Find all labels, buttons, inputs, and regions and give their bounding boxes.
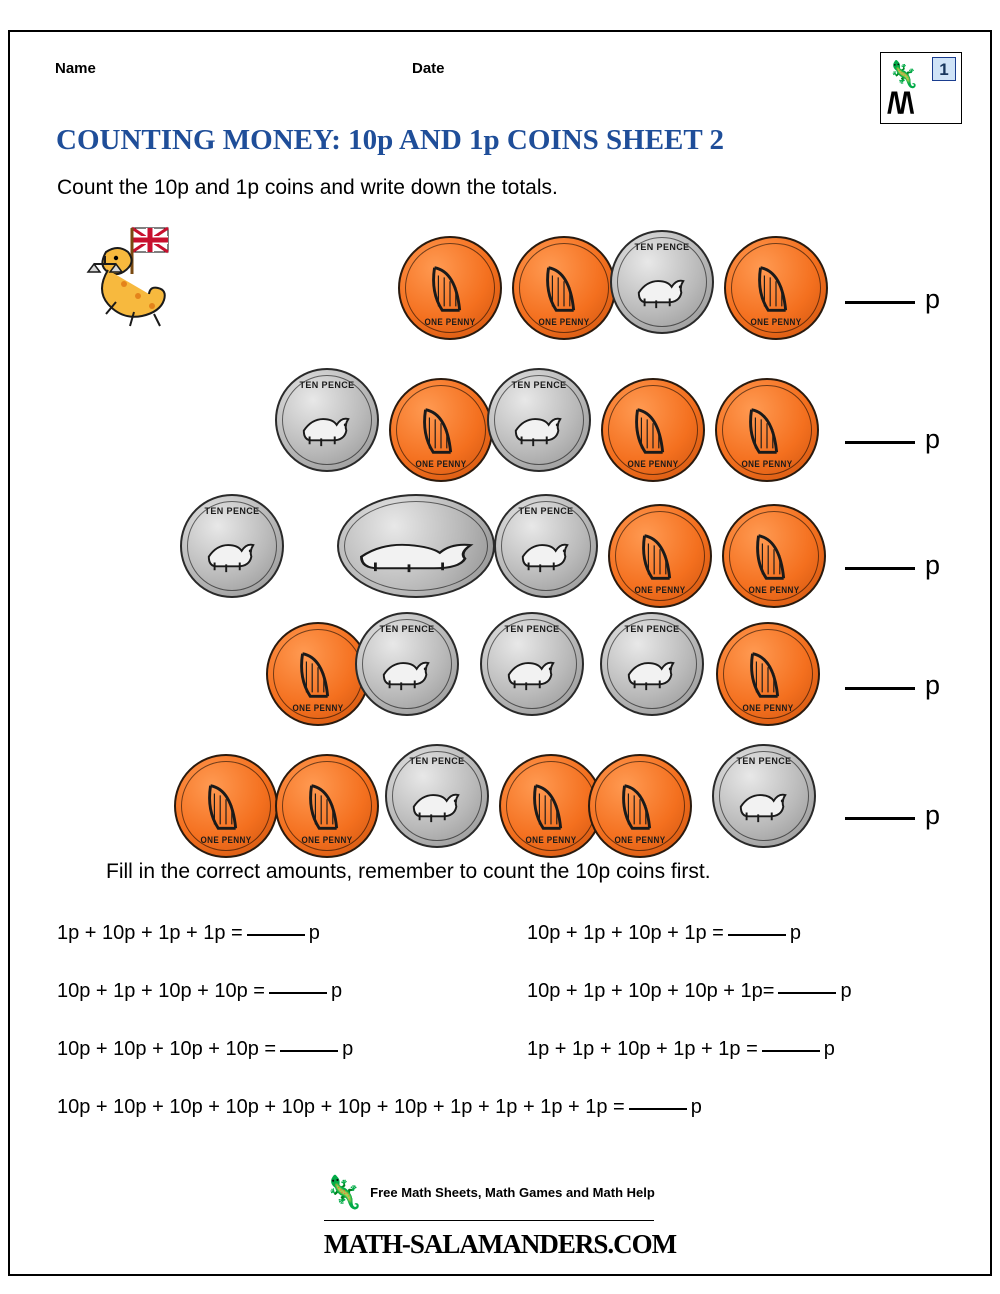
lion-emblem-icon	[371, 636, 443, 694]
coin-legend: ONE PENNY	[741, 459, 793, 469]
salamander-logo-icon: 🦎	[323, 1174, 364, 1210]
coin-1p	[174, 754, 278, 858]
coin-1p	[722, 504, 826, 608]
equation-1[interactable]	[57, 922, 320, 945]
answer-line[interactable]	[778, 992, 836, 994]
equation-text: 10p + 1p + 10p + 10p + 1p=	[527, 980, 775, 1002]
harp-emblem-icon	[732, 646, 804, 704]
answer-blank-row-5[interactable]	[845, 800, 940, 831]
answer-blank-row-3[interactable]	[845, 550, 940, 581]
coin-legend: TEN PENCE	[634, 242, 690, 252]
equation-text: 10p + 1p + 10p + 10p =	[57, 980, 265, 1002]
harp-emblem-icon	[624, 528, 696, 586]
unit-label: p	[925, 670, 941, 700]
coin-legend: ONE PENNY	[627, 459, 679, 469]
footer	[0, 1173, 1000, 1260]
unit-label: p	[308, 922, 320, 944]
coin-10p	[712, 744, 816, 848]
coin-legend: ONE PENNY	[750, 317, 802, 327]
coin-10p	[355, 612, 459, 716]
unit-label: p	[925, 800, 941, 830]
lion-emblem-icon	[626, 254, 698, 312]
lion-emblem-icon	[291, 392, 363, 450]
lion-emblem-icon	[401, 768, 473, 826]
subtitle-instruction: Count the 10p and 1p coins and write down the totals.	[57, 176, 558, 199]
answer-line[interactable]	[845, 567, 915, 570]
coin-10p	[180, 494, 284, 598]
answer-blank-row-1[interactable]	[845, 284, 940, 315]
unit-label: p	[925, 550, 941, 580]
footer-rule	[324, 1220, 654, 1221]
answer-line[interactable]	[269, 992, 327, 994]
instruction-secondary: Fill in the correct amounts, remember to count the 10p coins first.	[106, 860, 711, 883]
name-label: Name	[55, 60, 96, 77]
page-title: COUNTING MONEY: 10p AND 1p COINS SHEET 2	[56, 124, 724, 156]
harp-emblem-icon	[291, 778, 363, 836]
equation-text: 10p + 1p + 10p + 1p =	[527, 922, 724, 944]
coin-1p	[608, 504, 712, 608]
answer-line[interactable]	[629, 1108, 687, 1110]
coin-legend: ONE PENNY	[634, 585, 686, 595]
lion-emblem-icon	[510, 518, 582, 576]
harp-emblem-icon	[738, 528, 810, 586]
answer-blank-row-2[interactable]	[845, 424, 940, 455]
coin-1p	[266, 622, 370, 726]
coin-legend: ONE PENNY	[200, 835, 252, 845]
coin-10p	[337, 494, 495, 598]
answer-line[interactable]	[728, 934, 786, 936]
equation-text: 10p + 10p + 10p + 10p =	[57, 1038, 277, 1060]
unit-label: p	[925, 424, 941, 454]
coin-legend: TEN PENCE	[299, 380, 355, 390]
answer-line[interactable]	[280, 1050, 338, 1052]
unit-label: p	[789, 922, 801, 944]
coin-1p	[512, 236, 616, 340]
coin-1p	[716, 622, 820, 726]
unit-label: p	[925, 284, 941, 314]
coin-1p	[601, 378, 705, 482]
harp-emblem-icon	[617, 402, 689, 460]
coin-legend: ONE PENNY	[415, 459, 467, 469]
harp-emblem-icon	[604, 778, 676, 836]
coin-legend: ONE PENNY	[424, 317, 476, 327]
coin-10p	[275, 368, 379, 472]
coin-legend: TEN PENCE	[736, 756, 792, 766]
coin-10p	[600, 612, 704, 716]
coin-legend: TEN PENCE	[518, 506, 574, 516]
equation-6[interactable]	[527, 1038, 835, 1061]
footer-tagline: Free Math Sheets, Math Games and Math Help	[370, 1185, 655, 1200]
coin-legend: TEN PENCE	[624, 624, 680, 634]
coin-legend: ONE PENNY	[292, 703, 344, 713]
lion-emblem-icon	[196, 518, 268, 576]
harp-emblem-icon	[414, 260, 486, 318]
equation-3[interactable]	[57, 980, 342, 1003]
coin-legend: ONE PENNY	[748, 585, 800, 595]
equation-7[interactable]	[57, 1096, 702, 1119]
unit-label: p	[823, 1038, 835, 1060]
salamander-with-union-jack-flag-icon	[72, 222, 182, 342]
equation-4[interactable]	[527, 980, 852, 1003]
coin-10p	[480, 612, 584, 716]
harp-emblem-icon	[515, 778, 587, 836]
answer-line[interactable]	[845, 301, 915, 304]
coin-legend: TEN PENCE	[409, 756, 465, 766]
unit-label: p	[330, 980, 343, 1002]
coin-10p	[610, 230, 714, 334]
lion-emblem-icon	[616, 636, 688, 694]
coin-1p	[715, 378, 819, 482]
coin-legend: ONE PENNY	[538, 317, 590, 327]
unit-label: p	[342, 1038, 354, 1060]
harp-emblem-icon	[731, 402, 803, 460]
answer-line[interactable]	[845, 817, 915, 820]
unit-label: p	[690, 1096, 702, 1118]
coin-legend: ONE PENNY	[301, 835, 353, 845]
footer-site: MATH-SALAMANDERS.COM	[323, 1229, 677, 1259]
coin-legend: ONE PENNY	[614, 835, 666, 845]
equation-text: 10p + 10p + 10p + 10p + 10p + 10p + 10p + 1p + 1p + 1p + 1p =	[57, 1096, 625, 1118]
coin-1p	[389, 378, 493, 482]
coin-legend: ONE PENNY	[742, 703, 794, 713]
lion-emblem-icon	[496, 636, 568, 694]
date-label: Date	[412, 60, 445, 77]
harp-emblem-icon	[405, 402, 477, 460]
answer-line[interactable]	[762, 1050, 820, 1052]
coin-10p	[494, 494, 598, 598]
unit-label: p	[840, 980, 852, 1002]
level-badge: 1	[932, 57, 956, 81]
header-logo	[880, 52, 962, 124]
lion-emblem-icon	[353, 518, 479, 576]
coin-legend: TEN PENCE	[379, 624, 435, 634]
answer-blank-row-4[interactable]	[845, 670, 940, 701]
coin-legend: ONE PENNY	[525, 835, 577, 845]
lion-emblem-icon	[728, 768, 800, 826]
coin-1p	[275, 754, 379, 858]
answer-line[interactable]	[845, 687, 915, 690]
harp-emblem-icon	[740, 260, 812, 318]
equation-5[interactable]	[57, 1038, 353, 1061]
harp-emblem-icon	[282, 646, 354, 704]
math-salamanders-mark-icon: /\/\	[887, 87, 913, 120]
harp-emblem-icon	[528, 260, 600, 318]
coin-1p	[398, 236, 502, 340]
coin-10p	[487, 368, 591, 472]
coin-legend: TEN PENCE	[204, 506, 260, 516]
coin-10p	[385, 744, 489, 848]
answer-line[interactable]	[845, 441, 915, 444]
equation-2[interactable]	[527, 922, 801, 945]
coin-legend: TEN PENCE	[511, 380, 567, 390]
salamander-logo-icon: 🦎	[887, 59, 920, 89]
equation-text: 1p + 1p + 10p + 1p + 1p =	[527, 1038, 758, 1060]
coin-legend: TEN PENCE	[504, 624, 560, 634]
harp-emblem-icon	[190, 778, 262, 836]
equation-text: 1p + 10p + 1p + 1p =	[57, 922, 243, 944]
lion-emblem-icon	[503, 392, 575, 450]
coin-1p	[588, 754, 692, 858]
coin-1p	[724, 236, 828, 340]
answer-line[interactable]	[247, 934, 305, 936]
